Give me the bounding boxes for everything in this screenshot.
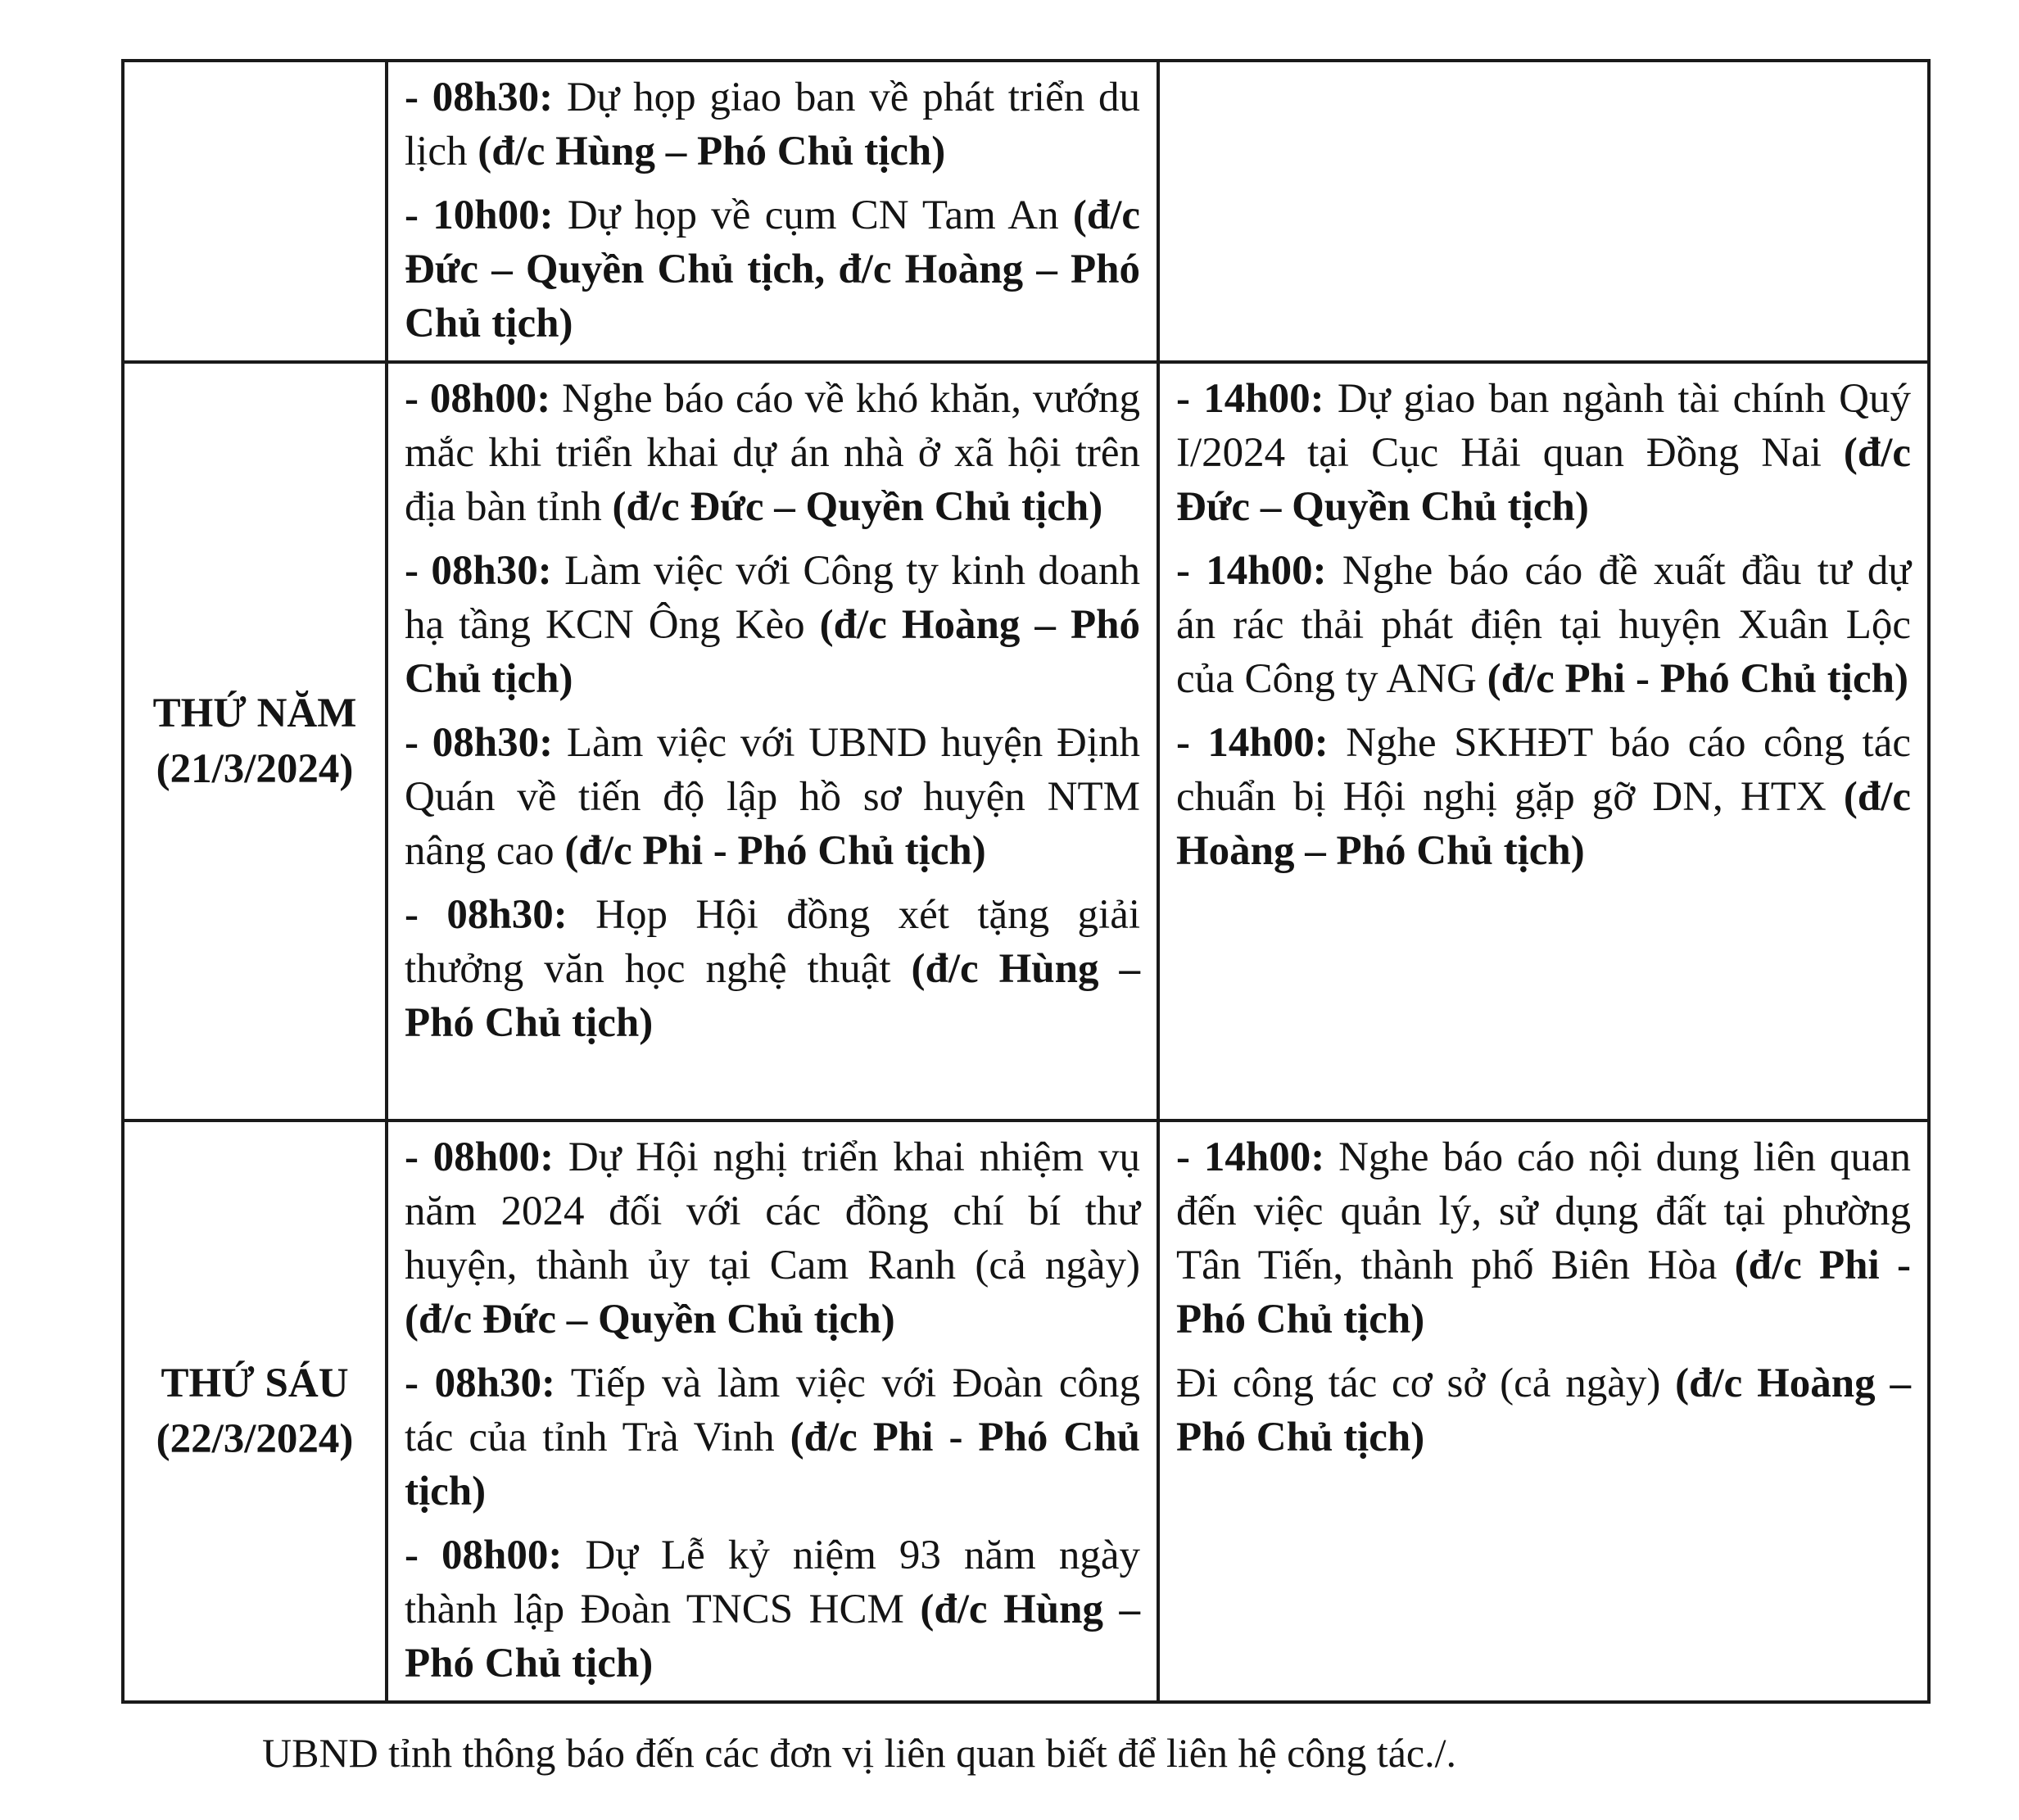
schedule-entry (405, 372, 1140, 534)
entry-time: - 08h00: (405, 1533, 563, 1578)
entry-time: - 08h30: (405, 892, 568, 938)
entry-time: - 08h30: (405, 548, 552, 594)
entry-person: (đ/c Hùng – Phó Chủ tịch) (405, 1587, 1140, 1686)
entry-description: Làm việc với Công ty kinh doanh hạ tầng KCN Ông Kèo (405, 548, 1140, 648)
table-row (123, 61, 1929, 362)
schedule-table (121, 59, 1931, 1704)
entry-time: - 08h00: (405, 1134, 555, 1180)
day-date: (22/3/2024) (156, 1416, 354, 1462)
entry-person: (đ/c Phi - Phó Chủ tịch) (1487, 656, 1908, 702)
entry-person: (đ/c Hoàng – Phó Chủ tịch) (405, 602, 1140, 702)
schedule-entry (405, 70, 1140, 179)
closing-statement: UBND tỉnh thông báo đến các đơn vị liên quan biết để liên hệ công tác./. (262, 1730, 1457, 1776)
day-cell (123, 61, 387, 362)
schedule-entry (1176, 1356, 1911, 1465)
entry-person: (đ/c Hùng – Phó Chủ tịch) (478, 129, 946, 174)
day-name: THỨ SÁU (161, 1360, 349, 1406)
entry-person: (đ/c Hoàng – Phó Chủ tịch) (1176, 1360, 1911, 1460)
entry-person: (đ/c Hùng – Phó Chủ tịch) (405, 946, 1140, 1046)
entry-time: - 14h00: (1176, 376, 1324, 422)
schedule-entry (405, 544, 1140, 706)
entry-time: - 08h30: (405, 75, 554, 120)
afternoon-cell (1158, 1121, 1929, 1702)
afternoon-cell (1158, 362, 1929, 1121)
schedule-entry (405, 1130, 1140, 1347)
entry-person: (đ/c Đức – Quyền Chủ tịch) (405, 1297, 895, 1342)
schedule-entry (405, 716, 1140, 878)
entry-description: Đi công tác cơ sở (cả ngày) (1176, 1360, 1676, 1406)
entry-description: Dự Lễ kỷ niệm 93 năm ngày thành lập Đoàn TNCS HCM (405, 1533, 1140, 1632)
day-cell (123, 1121, 387, 1702)
entry-description: Dự họp giao ban về phát triển du lịch (405, 75, 1140, 174)
entry-time: - 14h00: (1176, 548, 1327, 594)
entry-description: Làm việc với UBND huyện Định Quán về tiến độ lập hồ sơ huyện NTM nâng cao (405, 720, 1140, 874)
schedule-entry (405, 888, 1140, 1050)
entry-time: - 14h00: (1176, 720, 1329, 766)
entry-description: Họp Hội đồng xét tặng giải thưởng văn học nghệ thuật (405, 892, 1140, 992)
entry-person: (đ/c Phi - Phó Chủ tịch) (405, 1415, 1140, 1514)
entry-person: (đ/c Đức – Quyền Chủ tịch) (1176, 430, 1911, 530)
schedule-entry (1176, 1130, 1911, 1347)
entry-person: (đ/c Đức – Quyền Chủ tịch, đ/c Hoàng – Phó Chủ tịch) (405, 192, 1140, 346)
entry-time: - 08h30: (405, 720, 554, 766)
entry-description: Tiếp và làm việc với Đoàn công tác của tỉnh Trà Vinh (405, 1360, 1140, 1460)
schedule-entry (405, 188, 1140, 351)
entry-description: Dự họp về cụm CN Tam An (553, 192, 1073, 238)
schedule-body (123, 61, 1929, 1702)
entry-time: - 14h00: (1176, 1134, 1325, 1180)
entry-description: Dự Hội nghị triển khai nhiệm vụ năm 2024 đối với các đồng chí bí thư huyện, thành ủy tại Cam Ranh (cả ngày) (405, 1134, 1140, 1288)
entry-person: (đ/c Phi - Phó Chủ tịch) (1176, 1243, 1911, 1342)
entry-description: Nghe báo cáo đề xuất đầu tư dự án rác thải phát điện tại huyện Xuân Lộc của Công ty ANG (1176, 548, 1911, 702)
table-row (123, 362, 1929, 1121)
afternoon-cell (1158, 61, 1929, 362)
schedule-entry (1176, 544, 1911, 706)
entry-time: - 10h00: (405, 192, 554, 238)
entry-person: (đ/c Đức – Quyền Chủ tịch) (612, 484, 1103, 530)
entry-description: Dự giao ban ngành tài chính Quý I/2024 tại Cục Hải quan Đồng Nai (1176, 376, 1911, 476)
day-name: THỨ NĂM (152, 690, 357, 736)
morning-cell (387, 362, 1158, 1121)
day-date: (21/3/2024) (156, 746, 354, 792)
table-row (123, 1121, 1929, 1702)
entry-person: (đ/c Hoàng – Phó Chủ tịch) (1176, 774, 1911, 874)
entry-person: (đ/c Phi - Phó Chủ tịch) (564, 828, 986, 874)
day-cell (123, 362, 387, 1121)
entry-time: - 08h30: (405, 1360, 555, 1406)
morning-cell (387, 61, 1158, 362)
entry-time: - 08h00: (405, 376, 551, 422)
entry-description: Nghe SKHĐT báo cáo công tác chuẩn bị Hội nghị gặp gỡ DN, HTX (1176, 720, 1911, 820)
entry-description: Nghe báo cáo nội dung liên quan đến việc quản lý, sử dụng đất tại phường Tân Tiến, thành phố Biên Hòa (1176, 1134, 1911, 1288)
schedule-entry (405, 1528, 1140, 1691)
schedule-entry (1176, 716, 1911, 878)
entry-description: Nghe báo cáo về khó khăn, vướng mắc khi triển khai dự án nhà ở xã hội trên địa bàn tỉnh (405, 376, 1140, 530)
schedule-entry (405, 1356, 1140, 1519)
schedule-entry (1176, 372, 1911, 534)
morning-cell (387, 1121, 1158, 1702)
